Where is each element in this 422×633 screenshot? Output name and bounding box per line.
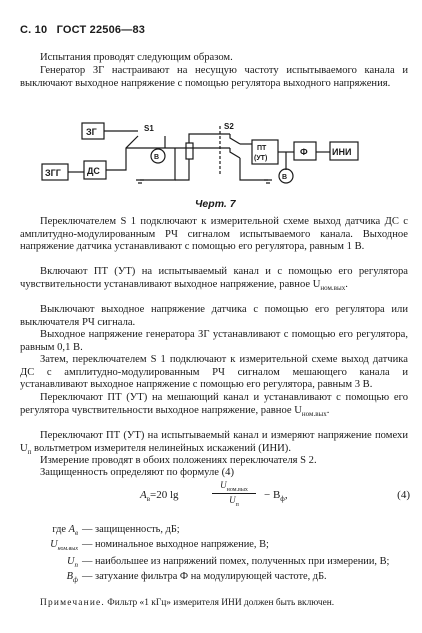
formula-4: $A_в=20$ lg $U_{ном.вых}$ $U_п$ − $B_ф$, (4) [140,480,410,508]
formula-denominator: $U_п$ [229,495,239,508]
label-ds: ДС [87,166,100,176]
paragraph-1: Испытания проводят следующим образом. [40,52,233,63]
page-header [20,24,151,36]
page-number: С. 10 [20,24,48,36]
label-pt: ПТ [257,145,267,152]
formula-number: (4) [397,489,410,501]
label-zgg: ЗГГ [45,168,61,178]
paragraph-7: Затем, переключателем S 1 подключают к измерительной схеме выход датчика ДС с амплитудно-модулированным РЧ сигналом мешающего канала и устанавливают выходное напряжение с помощью его регулятора, равным 3 В. [20,354,408,391]
label-zg-top: ЗГ [86,127,97,137]
paragraph-10: Измерение проводят в обоих положениях переключателя S 2. [40,455,317,466]
label-f: Ф [300,147,308,157]
definition-row: где $A_в$ — защищенность, дБ; [52,524,180,538]
formula-numerator: $U_{ном.вых}$ [212,480,256,494]
label-ut: (УТ) [254,155,268,162]
paragraph-3: Переключателем S 1 подключают к измерительной схеме выход датчика ДС с амплитудно-модулированным РЧ сигналом испытываемого канала. Выходное напряжение датчика устанавливают с помощью его регулятора, равным 1 В. [20,216,408,253]
definitions-list [20,524,410,587]
figure-caption: Черт. 7 [195,198,236,210]
definition-row: $U_{ном.вых}$ — номинальное выходное напряжение, В; [50,539,269,553]
note-label: Примечание. [40,598,105,608]
paragraph-4: Включают ПТ (УТ) на испытываемый канал и с помощью его регулятора чувствительности устанавливают выходное напряжение, равное $U_{ном.вых}$. [20,266,408,292]
label-s1: S1 [144,124,154,133]
paragraph-8: Переключают ПТ (УТ) на мешающий канал и устанавливают с помощью его регулятора чувствительности выходное напряжение, равное $U_{ном.вых}$. [20,392,408,418]
resistor [186,143,193,159]
circuit-diagram [40,118,375,198]
note [20,598,412,608]
label-ini: ИНИ [332,147,352,157]
standard-number: ГОСТ 22506—83 [56,24,146,36]
paragraph-9: Переключают ПТ (УТ) на испытываемый канал и измеряют напряжение помехи $U_п$ вольтметром измерителя нелинейных искажений (ИНИ). [20,430,408,456]
label-meter-1: В [154,154,160,161]
paragraph-11: Защищенность определяют по формуле (4) [40,467,234,478]
definition-row: $B_ф$ — затухание фильтра Ф на модулирующей частоте, дБ. [66,571,327,585]
paragraph-5: Выключают выходное напряжение датчика с помощью его регулятора или выключателя РЧ сигнала. [20,304,408,328]
label-s2: S2 [224,122,234,131]
paragraph-6: Выходное напряжение генератора ЗГ устанавливают с помощью его регулятора, равным 0,1 В. [20,329,408,353]
definition-row: $U_п$ — наибольшее из напряжений помех, полученных при измерении, В; [66,555,390,570]
paragraph-2: Генератор ЗГ настраивают на несущую частоту испытываемого канала и выключают выходное напряжение с помощью регулятора выходного напряжения. [20,65,408,89]
label-meter-2: В [282,174,288,181]
note-text: Фильтр «1 кГц» измерителя ИНИ должен быть включен. [104,598,335,608]
